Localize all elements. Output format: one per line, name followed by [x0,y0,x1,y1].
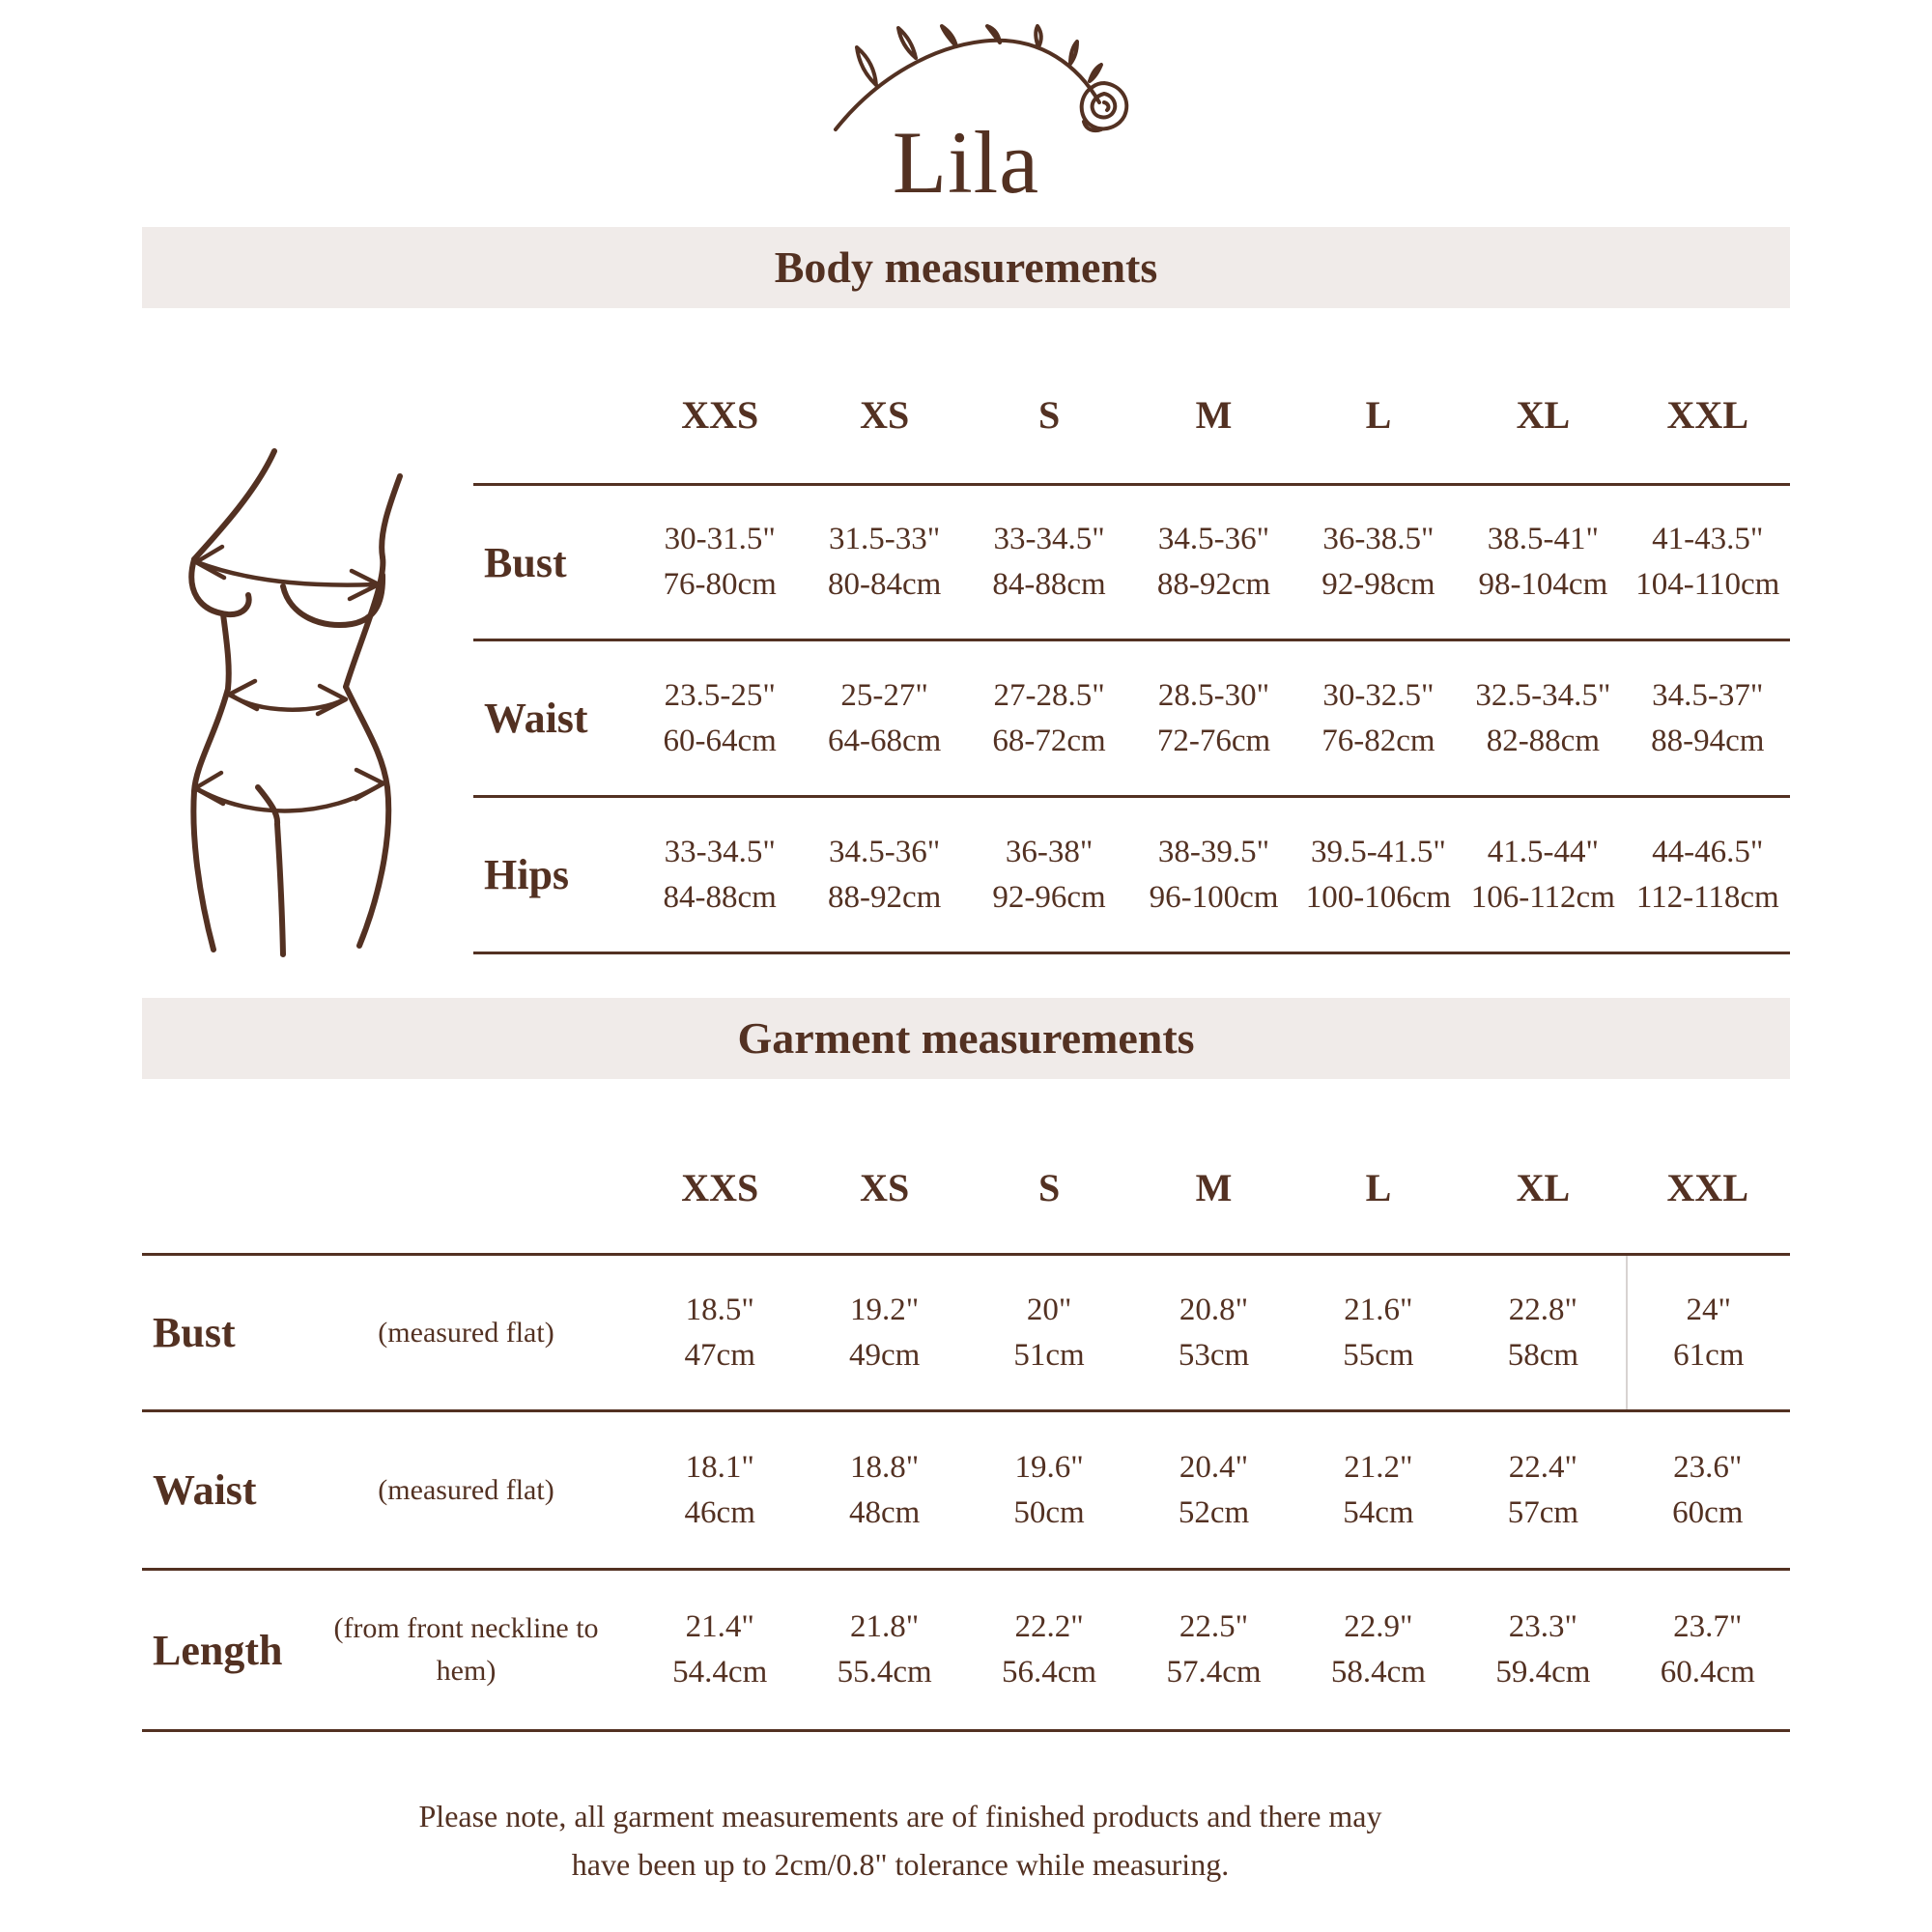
measurement-cell [802,1571,966,1729]
measurement-cell [1296,798,1461,952]
table-header-row [142,1151,1790,1256]
value-inches: 30-32.5" [1322,677,1435,713]
value-inches: 41.5-44" [1487,834,1599,869]
value-inches: 18.8" [850,1449,920,1485]
value-cm: 88-94cm [1651,723,1765,758]
value-cm: 48cm [848,1494,921,1530]
value-inches: 34.5-37" [1652,677,1764,713]
value-inches: 21.2" [1344,1449,1413,1485]
row-label: Bust [484,538,567,586]
value-cm: 49cm [848,1337,921,1373]
garment-measurements-table [142,1151,1790,1732]
value-inches: 44-46.5" [1652,834,1764,869]
garment-measurements-header: Garment measurements [142,998,1790,1079]
row-label: Length [153,1626,283,1674]
measurement-cell [1131,1571,1295,1729]
measurement-cell [802,641,966,795]
measurement-cell [1626,1571,1790,1729]
value-cm: 58.4cm [1330,1655,1426,1690]
value-inches: 21.6" [1344,1292,1413,1327]
size-header: L [1365,1166,1392,1209]
measurement-cell [1461,798,1625,952]
value-cm: 96-100cm [1149,879,1279,915]
body-measurements-table [473,379,1790,954]
value-inches: 36-38" [1005,834,1094,869]
value-cm: 54cm [1343,1494,1414,1530]
size-header: XS [860,1166,910,1209]
table-row [473,486,1790,641]
value-cm: 60cm [1672,1494,1744,1530]
measurement-cell [1131,486,1295,639]
value-cm: 54.4cm [672,1655,768,1690]
value-cm: 58cm [1507,1337,1579,1373]
value-cm: 92-96cm [992,879,1106,915]
value-inches: 20.4" [1179,1449,1249,1485]
value-inches: 21.4" [685,1609,754,1644]
measurement-cell [1626,1256,1790,1409]
value-inches: 19.6" [1014,1449,1084,1485]
value-cm: 47cm [684,1337,755,1373]
value-inches: 25-27" [840,677,928,713]
row-note-text: (measured flat) [378,1316,554,1349]
footer-note [142,1792,1659,1889]
measurement-cell [638,1412,802,1568]
value-cm: 84-88cm [992,567,1106,602]
value-inches: 23.5-25" [664,677,776,713]
measurement-cell [638,798,802,952]
value-inches: 39.5-41.5" [1310,834,1446,869]
measurement-cell [802,798,966,952]
value-cm: 55.4cm [837,1655,932,1690]
size-header: XXL [1666,1166,1748,1209]
row-label: Waist [153,1466,257,1514]
row-label: Bust [153,1309,236,1356]
value-inches: 22.2" [1014,1609,1084,1644]
measurement-cell [967,798,1131,952]
value-cm: 68-72cm [992,723,1106,758]
value-cm: 88-92cm [1156,567,1271,602]
value-inches: 27-28.5" [993,677,1105,713]
note-column-spacer [295,1151,638,1253]
value-inches: 31.5-33" [829,522,941,556]
measurement-cell [1131,1412,1295,1568]
row-note [295,1571,638,1729]
value-cm: 104-110cm [1635,567,1780,602]
row-label: Hips [484,851,570,898]
value-cm: 52cm [1178,1494,1250,1530]
value-cm: 60.4cm [1660,1655,1755,1690]
measurement-cell [1461,1256,1625,1409]
measurement-cell [967,1256,1131,1409]
measurement-cell [1296,486,1461,639]
value-cm: 106-112cm [1470,879,1615,915]
measurement-cell [1626,798,1790,952]
value-inches: 18.1" [685,1449,754,1485]
measurement-cell [1626,641,1790,795]
value-cm: 88-92cm [827,879,942,915]
row-note-text: (from front neckline to hem) [333,1612,599,1687]
measurement-cell [967,486,1131,639]
measurement-cell [967,641,1131,795]
value-inches: 38.5-41" [1487,522,1599,556]
value-cm: 98-104cm [1478,567,1608,602]
size-header: L [1365,393,1392,437]
value-cm: 76-82cm [1321,723,1435,758]
value-cm: 51cm [1013,1337,1085,1373]
size-header: XXL [1666,393,1748,437]
body-silhouette-icon [135,343,415,966]
size-header: XL [1516,393,1571,437]
value-inches: 34.5-36" [829,834,941,869]
measurement-cell [638,641,802,795]
value-inches: 34.5-36" [1157,522,1270,556]
value-inches: 23.3" [1508,1609,1577,1644]
value-inches: 22.5" [1179,1609,1249,1644]
value-cm: 60-64cm [663,723,777,758]
table-row [473,798,1790,954]
measurement-cell [638,1571,802,1729]
value-cm: 59.4cm [1495,1655,1591,1690]
measurement-cell [967,1412,1131,1568]
measurement-cell [1296,641,1461,795]
footer-note-line1: Please note, all garment measurements are of finished products and there may [418,1799,1382,1833]
value-inches: 23.6" [1673,1449,1743,1485]
value-inches: 28.5-30" [1157,677,1270,713]
value-cm: 100-106cm [1305,879,1452,915]
value-cm: 80-84cm [827,567,942,602]
value-inches: 21.8" [850,1609,920,1644]
value-inches: 22.9" [1344,1609,1413,1644]
value-cm: 112-118cm [1635,879,1779,915]
value-cm: 64-68cm [827,723,942,758]
size-header: XXS [681,393,759,437]
value-cm: 53cm [1178,1337,1250,1373]
value-inches: 33-34.5" [664,834,776,869]
value-inches: 23.7" [1673,1609,1743,1644]
measurement-cell [1131,1256,1295,1409]
value-cm: 61cm [1673,1337,1745,1373]
size-header: S [1037,1166,1061,1209]
brand-name: Lila [892,113,1040,212]
value-inches: 19.2" [850,1292,920,1327]
measurement-cell [802,1256,966,1409]
value-cm: 76-80cm [663,567,777,602]
measurement-cell [1296,1412,1461,1568]
measurement-cell [802,1412,966,1568]
measurement-cell [1461,1412,1625,1568]
value-cm: 56.4cm [1002,1655,1097,1690]
measurement-cell [1296,1571,1461,1729]
value-cm: 72-76cm [1156,723,1271,758]
size-header: M [1195,1166,1233,1209]
value-cm: 46cm [684,1494,755,1530]
measurement-cell [1296,1256,1461,1409]
size-header: XXS [681,1166,759,1209]
size-header: M [1195,393,1233,437]
value-inches: 22.8" [1508,1292,1577,1327]
value-inches: 38-39.5" [1157,834,1270,869]
body-measurements-header: Body measurements [142,227,1790,308]
value-inches: 41-43.5" [1652,522,1764,556]
table-header-row [473,379,1790,486]
value-inches: 24" [1686,1292,1732,1327]
footer-note-line2: have been up to 2cm/0.8" tolerance while measuring. [571,1847,1230,1882]
value-inches: 20.8" [1179,1292,1249,1327]
value-inches: 36-38.5" [1322,522,1435,556]
size-header: S [1037,393,1061,437]
value-cm: 57cm [1507,1494,1579,1530]
row-note [295,1256,638,1409]
value-cm: 82-88cm [1486,723,1600,758]
value-inches: 22.4" [1508,1449,1577,1485]
table-row [142,1412,1790,1571]
value-cm: 50cm [1013,1494,1085,1530]
value-cm: 57.4cm [1166,1655,1262,1690]
value-inches: 32.5-34.5" [1475,677,1611,713]
measurement-cell [1626,1412,1790,1568]
label-column-spacer [142,1151,295,1253]
measurement-cell [1131,641,1295,795]
value-inches: 33-34.5" [993,522,1105,556]
value-cm: 55cm [1343,1337,1414,1373]
measurement-cell [1626,486,1790,639]
value-cm: 84-88cm [663,879,777,915]
row-label: Waist [484,695,588,742]
measurement-cell [802,486,966,639]
table-row [473,641,1790,798]
measurement-cell [1131,798,1295,952]
measurement-cell [967,1571,1131,1729]
row-note-text: (measured flat) [378,1473,554,1506]
value-inches: 18.5" [685,1292,754,1327]
measurement-cell [1461,1571,1625,1729]
measurement-cell [638,486,802,639]
value-inches: 30-31.5" [664,522,776,556]
row-note [295,1412,638,1568]
measurement-cell [1461,486,1625,639]
measurement-cell [638,1256,802,1409]
value-cm: 92-98cm [1321,567,1435,602]
table-row [142,1256,1790,1412]
measurement-cell [1461,641,1625,795]
table-row [142,1571,1790,1732]
label-column-spacer [473,379,638,483]
value-inches: 20" [1026,1292,1072,1327]
size-header: XL [1516,1166,1571,1209]
size-header: XS [860,393,910,437]
